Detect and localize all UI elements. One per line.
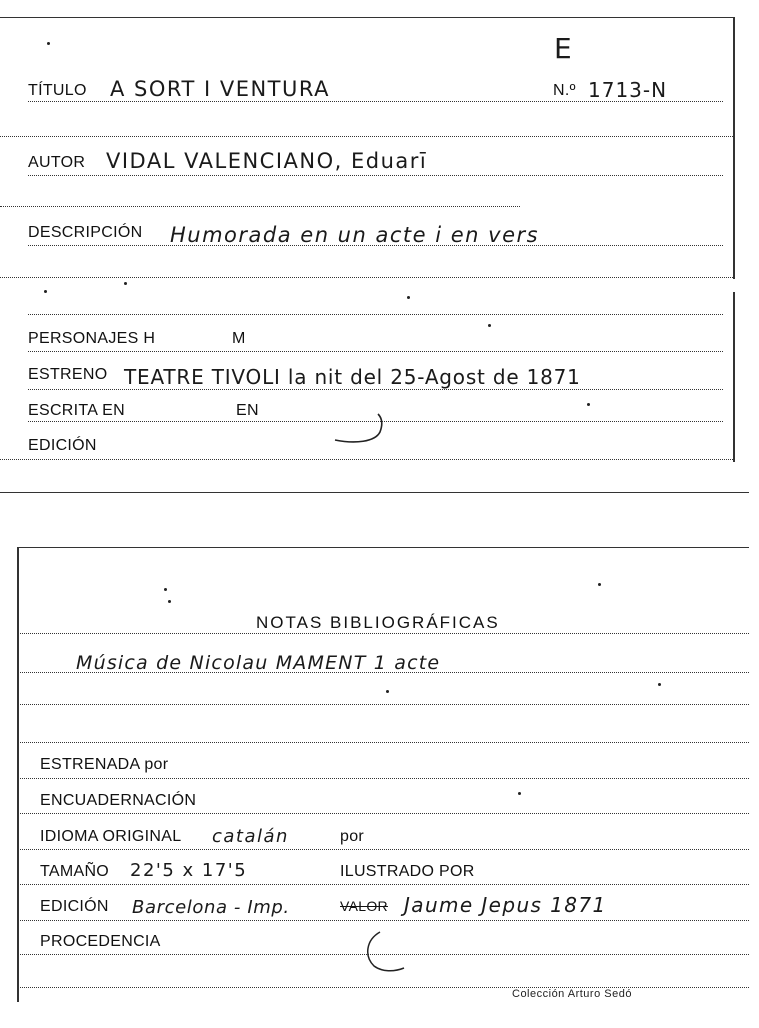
- por-label: por: [340, 828, 365, 845]
- row-line: [28, 101, 723, 102]
- speck: [124, 282, 127, 285]
- ink-mark: [330, 412, 390, 446]
- row-line: [20, 778, 749, 779]
- card-top-edge: [18, 547, 749, 548]
- procedencia-label: PROCEDENCIA: [40, 933, 161, 950]
- tamano-label: TAMAÑO: [40, 863, 110, 880]
- encuadernacion-label: ENCUADERNACIÓN: [40, 792, 197, 809]
- row-line: [0, 277, 733, 278]
- speck: [598, 583, 601, 586]
- row-line: [0, 459, 733, 460]
- escrita-label: ESCRITA EN: [28, 402, 125, 419]
- idioma-value: catalán: [212, 826, 289, 847]
- estreno-label: ESTRENO: [28, 366, 108, 383]
- row-line: [20, 987, 749, 988]
- escrita-en-label: EN: [236, 402, 259, 419]
- row-line: [20, 633, 749, 634]
- ink-mark: [362, 930, 412, 974]
- speck: [386, 690, 389, 693]
- edicion-value-1: Barcelona - Imp.: [132, 897, 290, 918]
- titulo-label: TÍTULO: [28, 82, 87, 99]
- card-top-edge: [0, 17, 735, 18]
- row-line: [20, 920, 749, 921]
- row-line: [0, 136, 733, 137]
- row-line: [0, 206, 520, 207]
- autor-value: VIDAL VALENCIANO, Eduarī: [106, 149, 428, 173]
- estrenada-label: ESTRENADA por: [40, 756, 169, 773]
- row-line: [20, 742, 749, 743]
- card-right-edge: [733, 17, 735, 279]
- edicion-label: EDICIÓN: [28, 437, 97, 454]
- card-right-edge-lower: [733, 292, 735, 462]
- speck: [44, 290, 47, 293]
- personajes-label: PERSONAJES H: [28, 330, 156, 347]
- tamano-value: 22'5 x 17'5: [130, 860, 248, 881]
- row-line: [20, 849, 749, 850]
- ilustrado-label: ILUSTRADO POR: [340, 863, 475, 880]
- speck: [587, 403, 590, 406]
- speck: [518, 792, 521, 795]
- nota-1: Música de Nicolau MAMENT 1 acte: [76, 652, 441, 674]
- speck: [658, 683, 661, 686]
- estreno-value: TEATRE TIVOLI la nit del 25-Agost de 1871: [124, 365, 581, 389]
- row-line: [20, 884, 749, 885]
- row-line: [28, 389, 723, 390]
- row-line: [28, 245, 723, 246]
- autor-label: AUTOR: [28, 154, 86, 171]
- row-line: [28, 351, 723, 352]
- corner-letter: E: [554, 32, 573, 65]
- row-line: [20, 813, 749, 814]
- coleccion-stamp: Colección Arturo Sedó: [512, 988, 632, 1000]
- titulo-value: A SORT I VENTURA: [110, 77, 330, 101]
- card-bottom-edge: [0, 492, 749, 493]
- row-line: [28, 314, 723, 315]
- numero-label: N.º: [553, 82, 576, 99]
- speck: [47, 42, 50, 45]
- card-left-edge: [17, 547, 19, 1002]
- speck: [407, 296, 410, 299]
- row-line: [20, 704, 749, 705]
- speck: [164, 588, 167, 591]
- numero-value: 1713-N: [588, 78, 668, 102]
- descripcion-value: Humorada en un acte i en vers: [170, 223, 540, 247]
- personajes-m-label: M: [232, 330, 246, 347]
- catalog-card-front: [0, 0, 759, 500]
- notas-heading: NOTAS BIBLIOGRÁFICAS: [256, 613, 500, 632]
- speck: [488, 324, 491, 327]
- row-line: [20, 672, 749, 673]
- idioma-label: IDIOMA ORIGINAL: [40, 828, 182, 845]
- edicion-value-2: Jaume Jepus 1871: [404, 893, 607, 917]
- descripcion-label: DESCRIPCIÓN: [28, 224, 143, 241]
- row-line: [20, 954, 749, 955]
- edicion-label: EDICIÓN: [40, 898, 109, 915]
- speck: [168, 600, 171, 603]
- edicion-strike: VALOR: [340, 898, 388, 914]
- row-line: [28, 175, 723, 176]
